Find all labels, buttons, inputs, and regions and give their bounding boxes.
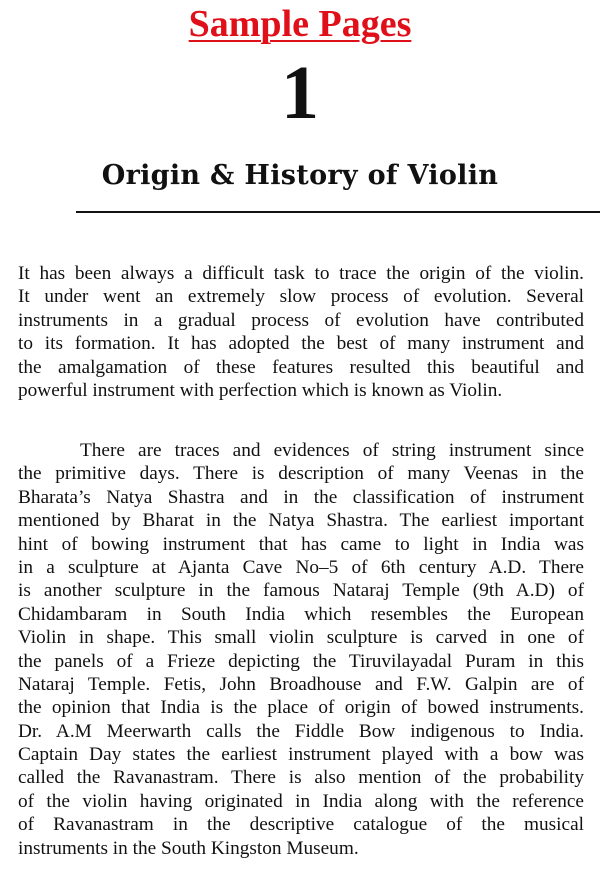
text-line: Violin in shape. This small violin sculpture is carved in one of (18, 627, 584, 649)
text-line: in a sculpture at Ajanta Cave No–5 of 6th century A.D. There (18, 556, 584, 578)
text-line: to its formation. It has adopted the best of many instrument and (18, 333, 584, 355)
text-line: mentioned by Bharat in the Natya Shastra. The earliest important (18, 510, 584, 532)
text-line: hint of bowing instrument that has came to light in India was (18, 533, 584, 555)
text-line: Captain Day states the earliest instrument played with a bow was (18, 744, 584, 766)
text-line: Bharata’s Natya Shastra and in the classification of instrument (18, 486, 584, 508)
paragraph-2 (18, 439, 584, 860)
chapter-number: 1 (281, 51, 319, 135)
text-line: the amalgamation of these features resulted this beautiful and (18, 356, 584, 378)
text-line: It under went an extremely slow process of evolution. Several (18, 286, 584, 308)
text-line: the opinion that India is the place of origin of bowed instruments. (18, 697, 584, 719)
text-line: instruments in the South Kingston Museum. (18, 837, 359, 859)
chapter-title: Origin & History of Violin (101, 160, 499, 191)
text-line: called the Ravanastram. There is also mention of the probability (18, 767, 584, 789)
text-line: of the violin having originated in India along with the reference (18, 790, 584, 812)
paragraph-1 (18, 262, 584, 402)
text-line: powerful instrument with perfection which is known as Violin. (18, 379, 503, 401)
text-line: It has been always a difficult task to trace the origin of the violin. (18, 263, 584, 284)
text-line: Nataraj Temple. Fetis, John Broadhouse and F.W. Galpin are of (18, 673, 584, 695)
text-line: There are traces and evidences of string instrument since (80, 440, 584, 461)
title-divider (76, 211, 600, 213)
text-line: the panels of a Frieze depicting the Tiruvilayadal Puram in this (18, 650, 584, 672)
text-line: instruments in a gradual process of evolution have contributed (18, 309, 584, 331)
text-line: Dr. A.M Meerwarth calls the Fiddle Bow indigenous to India. (18, 720, 584, 742)
text-line: is another sculpture in the famous Nataraj Temple (9th A.D) of (18, 580, 584, 602)
text-line: the primitive days. There is description of many Veenas in the (18, 463, 584, 485)
sample-pages-banner: Sample Pages (188, 3, 412, 45)
text-line: Chidambaram in South India which resembles the European (18, 603, 584, 625)
text-line: of Ravanastram in the descriptive catalogue of the musical (18, 814, 584, 836)
